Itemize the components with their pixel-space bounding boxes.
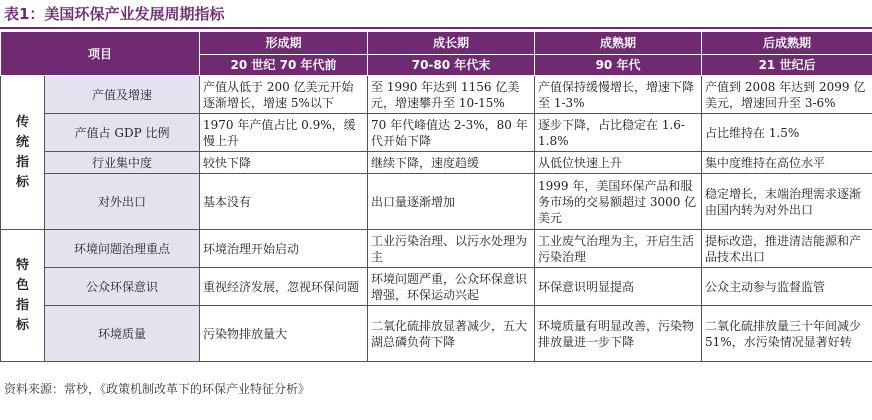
header-period-post-mature: 后成熟期 xyxy=(702,32,872,55)
table-cell: 重视经济发展，忽视环保问题 xyxy=(200,268,368,306)
row-label: 公众环保意识 xyxy=(45,268,200,306)
table-row xyxy=(1,306,872,362)
table-cell: 集中度维持在高位水平 xyxy=(702,152,872,174)
table-cell: 从低位快速上升 xyxy=(535,152,702,174)
table-cell: 产值到 2008 年达到 2099 亿美元，增速回升至 3-6% xyxy=(702,76,872,114)
category-label: 特 色 指 标 xyxy=(15,257,29,333)
table-cell: 基本没有 xyxy=(200,174,368,230)
table-cell: 继续下降，速度趋缓 xyxy=(368,152,535,174)
table-cell: 稳定增长，末端治理需求逐渐由国内转为对外出口 xyxy=(702,174,872,230)
table-cell: 产值保持缓慢增长，增速下降至 1-3% xyxy=(535,76,702,114)
table-row xyxy=(1,230,872,268)
category-label: 传 统 指 标 xyxy=(15,114,29,190)
row-label: 产值占 GDP 比例 xyxy=(45,114,200,152)
table-cell: 1970 年产值占比 0.9%，缓慢上升 xyxy=(200,114,368,152)
table-cell: 至 1990 年达到 1156 亿美元，增速攀升至 10-15% xyxy=(368,76,535,114)
table-cell: 环境治理开始启动 xyxy=(200,230,368,268)
table-cell: 二氧化硫排放显著减少，五大湖总磷负荷下降 xyxy=(368,306,535,362)
table-title: 表1：美国环保产业发展周期指标 xyxy=(4,5,225,23)
table-row xyxy=(1,114,872,152)
table-cell: 出口量逐渐增加 xyxy=(368,174,535,230)
header-period-mature: 成熟期 xyxy=(535,32,702,55)
table-row xyxy=(1,268,872,306)
row-label: 环境质量 xyxy=(45,306,200,362)
table-cell: 占比维持在 1.5% xyxy=(702,114,872,152)
cycle-indicator-table xyxy=(0,31,872,362)
table-cell: 逐步下降，占比稳定在 1.6-1.8% xyxy=(535,114,702,152)
source-note: 资料来源：常杪，《政策机制改革下的环保产业特征分析》 xyxy=(4,382,311,396)
table-cell: 70 年代峰值达 2-3%，80 年代开始下降 xyxy=(368,114,535,152)
table-cell: 工业废气治理为主，开启生活污染治理 xyxy=(535,230,702,268)
row-label: 产值及增速 xyxy=(45,76,200,114)
table-cell: 污染物排放量大 xyxy=(200,306,368,362)
row-label: 对外出口 xyxy=(45,174,200,230)
table-cell: 环境问题严重，公众环保意识增强，环保运动兴起 xyxy=(368,268,535,306)
category-featured xyxy=(1,230,45,362)
table-cell: 环境质量有明显改善，污染物排放量进一步下降 xyxy=(535,306,702,362)
table-cell: 二氧化硫排放量三十年间减少 51%，水污染情况显著好转 xyxy=(702,306,872,362)
table-row xyxy=(1,76,872,114)
table-cell: 较快下降 xyxy=(200,152,368,174)
header-period-growth: 成长期 xyxy=(368,32,535,55)
table-cell: 1999 年，美国环保产品和服务市场的交易额超过 3000 亿美元 xyxy=(535,174,702,230)
header-years-post-mature: 21 世纪后 xyxy=(702,55,872,76)
table-row xyxy=(1,174,872,230)
header-item: 项目 xyxy=(1,32,200,76)
row-label: 环境问题治理重点 xyxy=(45,230,200,268)
header-period-formation: 形成期 xyxy=(200,32,368,55)
category-traditional xyxy=(1,76,45,230)
table-row xyxy=(1,152,872,174)
table-cell: 提标改造，推进清洁能源和产品技术出口 xyxy=(702,230,872,268)
table-cell: 工业污染治理、以污水处理为主 xyxy=(368,230,535,268)
header-years-mature: 90 年代 xyxy=(535,55,702,76)
header-years-growth: 70-80 年代末 xyxy=(368,55,535,76)
title-rule xyxy=(0,27,872,29)
table-cell: 产值从低于 200 亿美元开始逐渐增长，增速 5%以下 xyxy=(200,76,368,114)
table-cell: 公众主动参与监督监管 xyxy=(702,268,872,306)
header-years-formation: 20 世纪 70 年代前 xyxy=(200,55,368,76)
row-label: 行业集中度 xyxy=(45,152,200,174)
table-cell: 环保意识明显提高 xyxy=(535,268,702,306)
